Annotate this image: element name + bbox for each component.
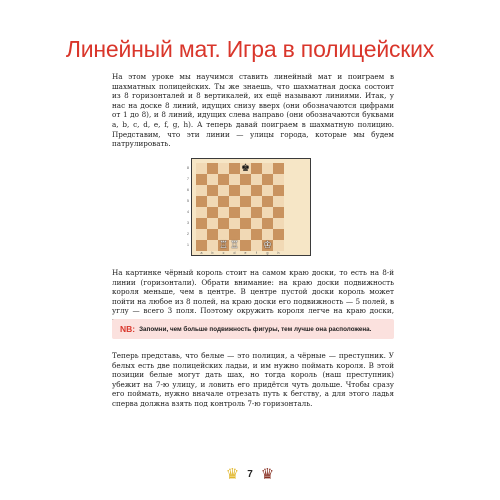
nb-text: Запомни, чем больше подвижность фигуры, тем лучше она расположена.	[139, 325, 372, 333]
board-square-b6	[207, 185, 218, 196]
chess-board-diagram	[187, 158, 311, 256]
board-square-b2	[207, 229, 218, 240]
board-square-e4	[240, 207, 251, 218]
board-square-d7	[229, 174, 240, 185]
board-square-g3	[262, 218, 273, 229]
rank-label: 4	[187, 210, 189, 214]
gold-crown-icon: ♛	[225, 465, 240, 483]
file-label: a	[200, 251, 203, 255]
board-square-b8	[207, 163, 218, 174]
chess-board	[196, 163, 284, 251]
board-square-c5	[218, 196, 229, 207]
file-labels	[196, 251, 284, 255]
rank-label: 5	[187, 199, 189, 203]
board-square-b3	[207, 218, 218, 229]
board-square-e3	[240, 218, 251, 229]
intro-paragraph: На этом уроке мы научимся ставить линейный мат и поиграем в шахматных полицейских. Ты же знаешь, что шахматная доска состоит из 8 горизонталей и 8 вертикалей, их ещё называют линиями. Итак, у нас на доске 8 линий, идущих снизу вверх (они обозначаются цифрами от 1 до 8), и 8 линий, идущих слева направо (они обозначаются буквами a, b, c, d, e, f, g, h). А теперь давай поиграем в шахматную полицию. Представим, что эти линии — улицы города, которые мы будем патрулировать.	[112, 72, 394, 149]
file-label: h	[277, 251, 280, 255]
board-square-d3	[229, 218, 240, 229]
white-rook-icon: ♖	[219, 240, 228, 251]
board-square-a7	[196, 174, 207, 185]
board-square-a4	[196, 207, 207, 218]
board-square-a8	[196, 163, 207, 174]
board-square-c3	[218, 218, 229, 229]
board-square-b4	[207, 207, 218, 218]
board-square-c1	[218, 240, 229, 251]
board-square-h8	[273, 163, 284, 174]
board-square-f4	[251, 207, 262, 218]
board-square-h7	[273, 174, 284, 185]
file-label: b	[211, 251, 214, 255]
board-square-f6	[251, 185, 262, 196]
board-square-a6	[196, 185, 207, 196]
page-footer	[0, 462, 500, 486]
board-square-d4	[229, 207, 240, 218]
board-square-h1	[273, 240, 284, 251]
board-square-e7	[240, 174, 251, 185]
board-square-c7	[218, 174, 229, 185]
rank-label: 8	[187, 166, 189, 170]
file-label: e	[244, 251, 247, 255]
file-label: g	[266, 251, 269, 255]
board-square-f3	[251, 218, 262, 229]
board-square-c4	[218, 207, 229, 218]
board-square-h3	[273, 218, 284, 229]
board-square-a1	[196, 240, 207, 251]
board-square-g2	[262, 229, 273, 240]
board-square-f5	[251, 196, 262, 207]
board-square-e8	[240, 163, 251, 174]
rank-label: 1	[187, 243, 189, 247]
board-square-f8	[251, 163, 262, 174]
board-square-b1	[207, 240, 218, 251]
board-square-h6	[273, 185, 284, 196]
board-square-g1	[262, 240, 273, 251]
black-king-icon: ♚	[241, 163, 250, 174]
file-label: f	[256, 251, 257, 255]
board-square-h2	[273, 229, 284, 240]
board-square-a5	[196, 196, 207, 207]
board-square-f2	[251, 229, 262, 240]
file-label: c	[222, 251, 225, 255]
board-square-g5	[262, 196, 273, 207]
rank-label: 6	[187, 188, 189, 192]
board-square-a2	[196, 229, 207, 240]
board-square-e2	[240, 229, 251, 240]
page-title: Линейный мат. Игра в полицейских	[65, 36, 435, 62]
board-square-g6	[262, 185, 273, 196]
rank-labels	[187, 163, 191, 251]
white-king-icon: ♔	[263, 240, 272, 251]
board-square-c6	[218, 185, 229, 196]
board-square-d1	[229, 240, 240, 251]
rank-label: 2	[187, 232, 189, 236]
board-square-e5	[240, 196, 251, 207]
board-square-h5	[273, 196, 284, 207]
king-mobility-paragraph: На картинке чёрный король стоит на самом краю доски, то есть на 8-й линии (горизонтали). Обрати внимание: на краю доски подвижность короля меньше, чем в центре. В центре пустой доски король может пойти на любое из 8 полей, на краю доски его подвижность — 5 полей, в углу — всего 3 поля. Поэтому окружить короля легче на краю доски,	[112, 268, 394, 316]
board-square-h4	[273, 207, 284, 218]
page-number: 7	[247, 468, 253, 480]
nb-note-box	[112, 319, 394, 339]
nb-label: NB:	[120, 324, 136, 334]
rank-label: 3	[187, 221, 189, 225]
dark-crown-icon: ♛	[260, 465, 275, 483]
rank-label: 7	[187, 177, 189, 181]
board-square-d8	[229, 163, 240, 174]
board-square-e1	[240, 240, 251, 251]
white-rook-icon: ♖	[230, 240, 239, 251]
board-square-b7	[207, 174, 218, 185]
board-square-e6	[240, 185, 251, 196]
board-square-d2	[229, 229, 240, 240]
board-square-d5	[229, 196, 240, 207]
board-square-d6	[229, 185, 240, 196]
board-square-a3	[196, 218, 207, 229]
board-square-g8	[262, 163, 273, 174]
board-square-c8	[218, 163, 229, 174]
board-square-g7	[262, 174, 273, 185]
file-label: d	[233, 251, 236, 255]
police-game-paragraph: Теперь представь, что белые — это полиция, а чёрные — преступник. У белых есть две полицейских ладьи, и им нужно поймать короля. В этой позиции белые могут дать шах, но тогда король (наш преступник) убежит на 7-ю улицу, и ловить его придётся чуть дольше. Чтобы сразу его поймать, нужно вначале отрезать путь к бегству, а для этого ладья сперва должна взять под контроль 7-ю горизонталь.	[112, 351, 394, 408]
board-square-f1	[251, 240, 262, 251]
board-square-g4	[262, 207, 273, 218]
board-square-b5	[207, 196, 218, 207]
board-square-f7	[251, 174, 262, 185]
board-square-c2	[218, 229, 229, 240]
